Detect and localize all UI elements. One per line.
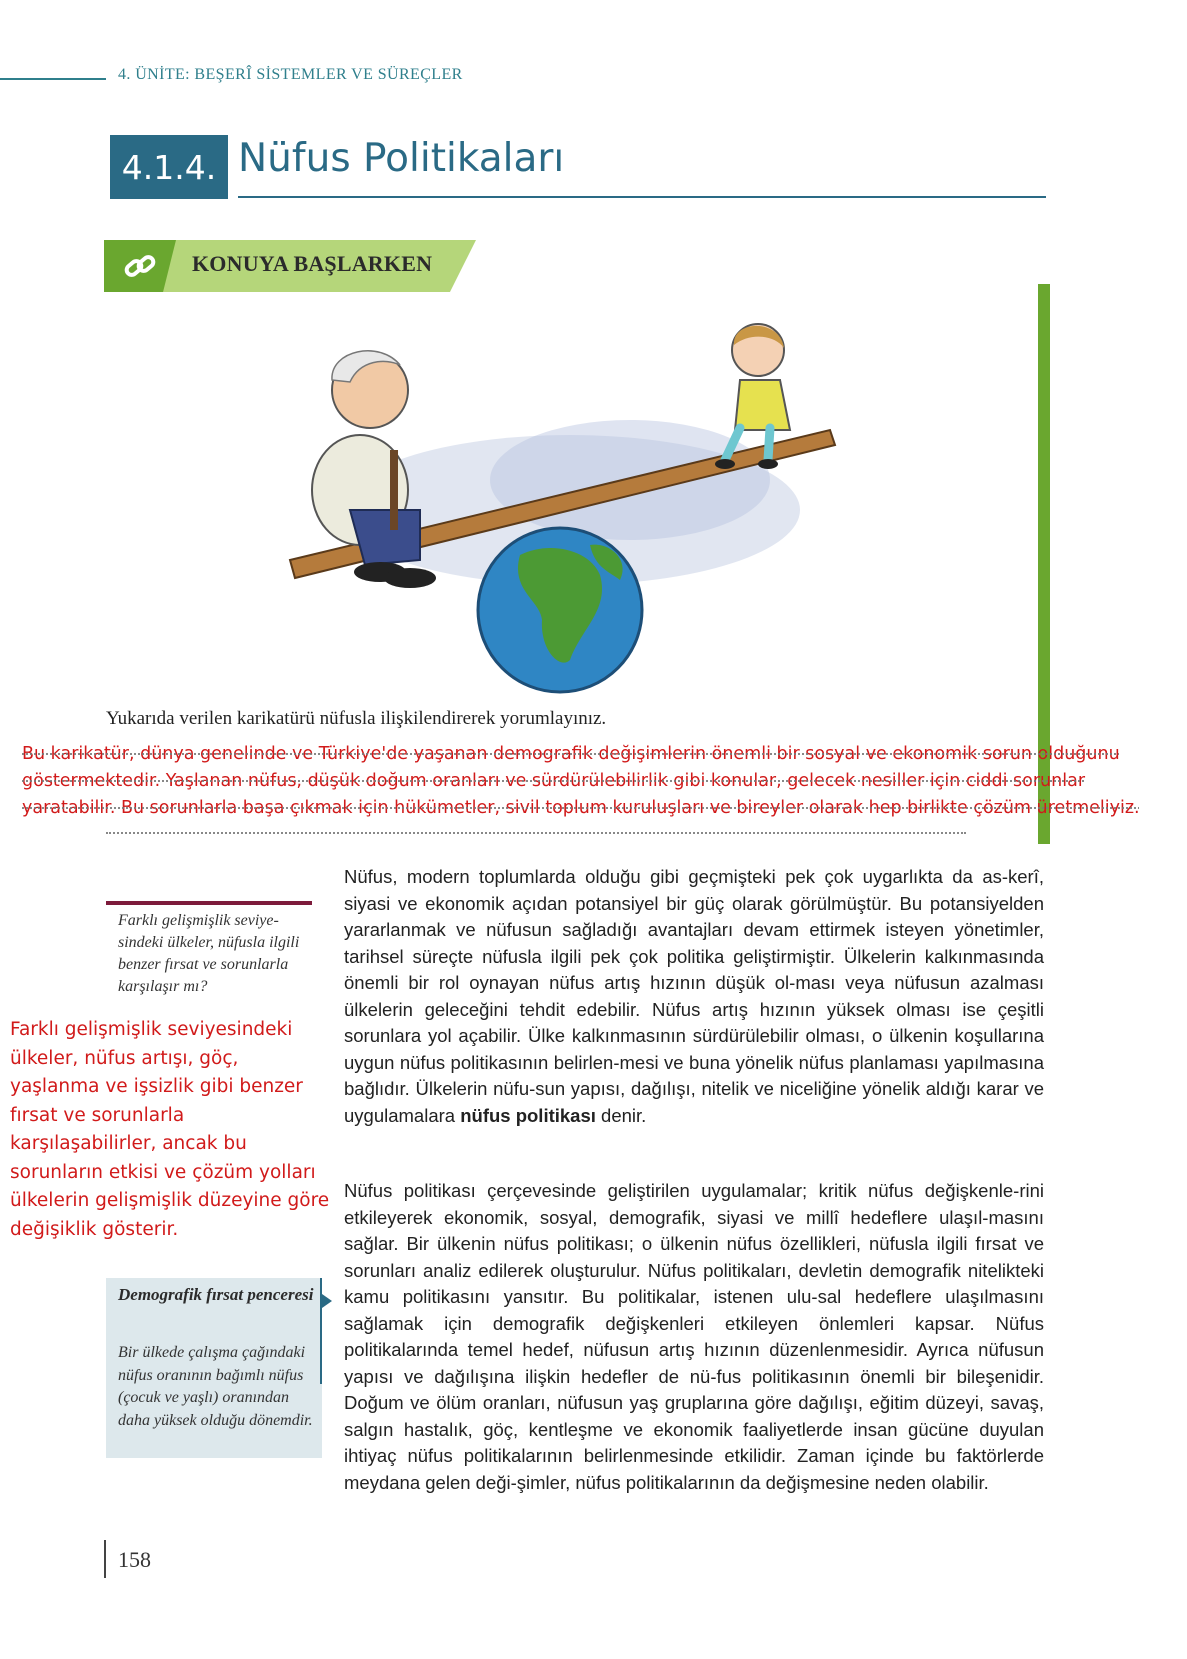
info-box-title: Demografik fırsat penceresi (118, 1285, 314, 1304)
unit-header: 4. ÜNİTE: BEŞERÎ SİSTEMLER VE SÜREÇLER (118, 66, 463, 83)
key-term: nüfus politikası (460, 1104, 596, 1126)
body-paragraph: Nüfus politikası çerçevesinde geliştirilen uygulamalar; kritik nüfus değişkenle-rini etkileyerek ekonomik, sosyal, demografik, siyasi ve millî hedeflere ulaşıl-masını sağlar. Bir ülkenin nüfus politikası; o ülkenin nüfus özellikleri, nüfusla ilgili fırsat ve sorunları analiz edilerek oluşturulur. Nüfus politikaları, devletin demografik nitelikteki kamu politikasını yansıtır. Bu politikalar, istenen ulu-sal hedeflere ulaşılmasını sağlamak için demografik değişkenleri etkileyen önlemleri kapsar. Nüfus politikalarında temel hedef, nüfusun artış hızının düzenlenmesidir. Ayrıca nüfusun yapısı ve dağılışına ilişkin hedefler de nü-fus politikasının önemli bir bileşenidir. Doğum ve ölüm oranları, nüfusun yaş gruplarına göre dağılışı, eğitim düzeyi, savaş, salgın hastalık, göç, kentleşme ve ekonomik faaliyetlerde insan gücüne duyulan ihtiyaç nüfus politikalarının belirlenmesinde etkilidir. Zaman içinde bu faktörlerde meydana gelen deği-şimler, nüfus politikalarının da değişmesine neden olabilir. (344, 1180, 1044, 1493)
header-rule (0, 78, 106, 80)
info-box-body: Bir ülkede çalışma çağındaki nüfus oranının bağımlı nüfus (çocuk ve yaşlı) oranından daha yüksek olduğu dönemdir. (118, 1344, 313, 1429)
handwritten-answer-line: Bu karikatür, dünya genelinde ve Türkiye'de yaşanan demografik değişimlerin önemli bir sosyal ve ekonomik sorun olduğunu (22, 744, 1120, 764)
sidebar-answer: Farklı gelişmişlik seviyesindeki ülkeler, nüfus artışı, göç, yaşlanma ve işsizlik gibi benzer fırsat ve sorunlarla karşılaşabilirler, ancak bu sorunların etkisi ve çözüm yolları ülkelerin gelişmişlik düzeyine göre değişiklik gösterir. (10, 1019, 330, 1240)
seesaw-cartoon-illustration (270, 310, 860, 700)
body-paragraph-text: Nüfus, modern toplumlarda olduğu gibi geçmişteki pek çok uygarlıkta da as-kerî, siyasi ve ekonomik açıdan potansiyel bir güç olarak görülmüştür. Bu potansiyelden yararlanmak ve nüfusun sağladığı avantajları devam ettirmek isteyen yönetimler, tarihsel süreçte nüfusla ilgili pek çok politika geliştirmiştir. Ülkelerin kalkınmasında önemli bir rol oynayan nüfus artış hızının düşük ol-ması veya nüfusun azalması ülkelerin geleceğini tehdit edebilir. Nüfus artış hızının yüksek olması ise çeşitli sorunlara yol açabilir. Ülke kalkınmasının sürdürülebilir olması, o ülkenin koşullarına uygun nüfus politikasının belirlen-mesi ve buna yönelik nüfus planlaması yapılmasına bağlıdır. Ülkelerin nüfu-sun yapısı, dağılışı, nitelik ve niceliğine yönelik aldığı karar ve uygulamalara (344, 866, 1044, 1126)
activity-prompt: Yukarıda verilen karikatürü nüfusla ilişkilendirerek yorumlayınız. (106, 708, 607, 729)
title-underline (238, 196, 1046, 198)
handwritten-answer-line: göstermektedir. Yaşlanan nüfus, düşük doğum oranları ve sürdürülebilirlik gibi konular, gelecek nesiller için ciddi sorunlar (22, 771, 1086, 791)
section-number: 4.1.4. (110, 135, 228, 199)
handwritten-answer-line: yaratabilir. Bu sorunlarla başa çıkmak için hükümetler, sivil toplum kuruluşları ve bireyler olarak hep birlikte çözüm üretmeliyiz. (22, 798, 1140, 818)
page-number: 158 (118, 1547, 151, 1572)
start-banner-label: KONUYA BAŞLARKEN (192, 251, 433, 276)
sidebar-rule (106, 901, 312, 905)
page-number-rule (104, 1540, 106, 1578)
page-title: Nüfus Politikaları (238, 136, 565, 181)
answer-dotted-line (106, 832, 966, 834)
body-paragraph-end: denir. (595, 1104, 647, 1126)
sidebar-question: Farklı gelişmişlik seviye-sindeki ülkeler, nüfusla ilgili benzer fırsat ve sorunlarla karşılaşır mı? (118, 912, 300, 995)
info-arrow-icon (322, 1294, 332, 1308)
body-paragraph (344, 864, 1044, 1129)
